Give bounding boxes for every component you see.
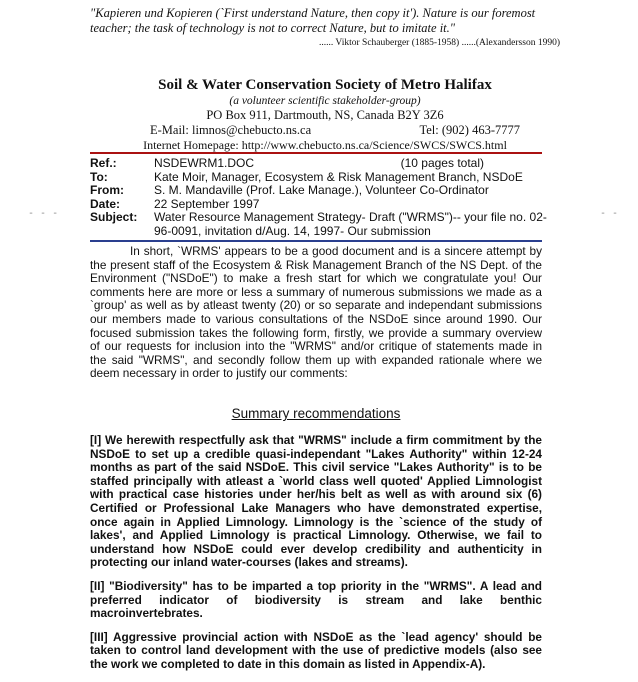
scan-margin-mark: - - - (28, 208, 59, 219)
memo-ref-row (90, 157, 550, 171)
postal-address: PO Box 911, Dartmouth, NS, Canada B2Y 3Z6 (206, 108, 444, 122)
organization-subtitle: (a volunteer scientific stakeholder-group) (229, 95, 421, 107)
ref-value: NSDEWRM1.DOC (154, 156, 255, 170)
phone-number: Tel: (902) 463-7777 (419, 123, 520, 137)
ref-label: Ref.: (90, 156, 117, 170)
page-count: (10 pages total) (400, 156, 484, 170)
memo-block (90, 157, 550, 238)
subject-label: Subject: (90, 210, 138, 224)
email-address[interactable]: E-Mail: limnos@chebucto.ns.ca (150, 123, 312, 137)
intro-section (90, 245, 542, 381)
epigraph (90, 6, 560, 49)
subject-value: Water Resource Management Strategy- Draft ("WRMS")-- your file no. 02-96-0091, invitation d/Aug. 14, 1997- Our submission (154, 210, 547, 238)
scan-margin-mark: - - (600, 208, 619, 219)
organization-name: Soil & Water Conservation Society of Metro Halifax (158, 77, 492, 93)
memo-date-row (90, 198, 550, 212)
contact-line (90, 123, 560, 138)
memo-subject-row (90, 211, 550, 238)
summary-heading: Summary recommendations (231, 406, 401, 421)
memo-divider (90, 240, 542, 242)
memo-from-row (90, 184, 550, 198)
epigraph-attribution: ...... Viktor Schauberger (1885-1958) ......(Alexandersson 1990) (318, 38, 560, 48)
recommendation-item: [III] Aggressive provincial action with NSDoE as the `lead agency' should be taken to control land development with the use of predictive models (also see the work we completed to date in this domain as listed in Appendix-A). (90, 629, 542, 671)
header-divider (90, 152, 542, 154)
epigraph-quote: "Kapieren und Kopieren (`First understand Nature, then copy it'). Nature is our foremost teacher; the task of technology is not to correct Nature, but to imitate it." (90, 6, 536, 35)
recommendations-list (90, 434, 542, 682)
memo-to-row (90, 171, 550, 185)
recommendation-item: [I] We herewith respectfully ask that "WRMS" include a firm commitment by the NSDoE to set up a credible quasi-independant "Lakes Authority" within 12-24 months as part of the said NSDoE. This civil service "Lakes Authority" is to be staffed principally with atleast a `world class well quoted' Applied Limnologist with practical case histories under her/his belt as well as with around six (6) Certified or Professional Lake Managers who have demonstrated expertise, once again in Applied Limnology. Limnology is the `science of the study of lakes', and Applied Limnology is practical Limnology. Otherwise, we fail to understand how NSDoE could ever develop credibility and authenticity in protecting our inland water-courses (lakes and streams). (90, 433, 542, 570)
to-label: To: (90, 169, 108, 184)
intro-paragraph: In short, `WRMS' appears to be a good document and is a sincere attempt by the present staff of the Ecosystem & Risk Management Branch of the NS Dept. of the Environment ("NSDoE") to make a fresh start for which we congratulate you! Our comments here are more or less a summary of numerous submissions we made as a `group' as well as by atleast twenty (20) or so separate and independant submissions our members made to various consultations of the NSDoE since around 1990. Our focused submission takes the following form, firstly, we provide a summary overview of our requests for inclusion into the "WRMS" and/or critique of statements made in the said "WRMS", and secondly follow them up with expanded rationale where we deem necessary in order to justify our comments: (90, 244, 542, 381)
date-value: 22 September 1997 (154, 196, 260, 211)
from-label: From: (90, 183, 124, 197)
letterhead (90, 76, 560, 153)
date-label: Date: (90, 196, 121, 211)
from-value: S. M. Mandaville (Prof. Lake Manage.), Volunteer Co-Ordinator (154, 183, 489, 197)
to-value: Kate Moir, Manager, Ecosystem & Risk Management Branch, NSDoE (154, 169, 523, 184)
recommendation-item: [II] "Biodiversity" has to be imparted a top priority in the "WRMS". A lead and preferred indicator of biodiversity is stream and lake benthic macroinvertebrates. (90, 578, 542, 621)
homepage-link[interactable]: Internet Homepage: http://www.chebucto.ns.ca/Science/SWCS/SWCS.html (143, 138, 507, 152)
